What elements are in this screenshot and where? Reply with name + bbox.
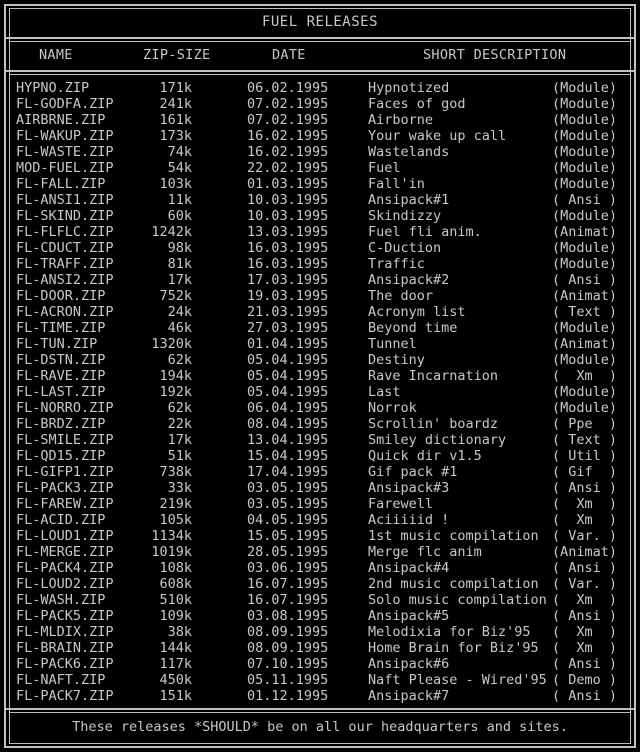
table-row [0, 240, 640, 256]
cell-date: 05.04.1995 [247, 368, 329, 384]
table-row [0, 448, 640, 464]
cell-type: ( Ansi ) [552, 688, 618, 704]
cell-name: FL-LOUD2.ZIP [16, 576, 114, 592]
cell-size: 117k [159, 656, 192, 672]
cell-date: 16.03.1995 [247, 240, 329, 256]
header-divider-inner [9, 74, 631, 75]
cell-date: 03.06.1995 [247, 560, 329, 576]
cell-size: 22k [167, 416, 192, 432]
cell-date: 13.04.1995 [247, 432, 329, 448]
cell-date: 07.02.1995 [247, 112, 329, 128]
table-row [0, 224, 640, 240]
cell-type: ( Gif ) [552, 464, 618, 480]
table-row [0, 656, 640, 672]
cell-type: (Module) [552, 320, 618, 336]
cell-name: FL-CDUCT.ZIP [16, 240, 114, 256]
header-description: SHORT DESCRIPTION [423, 47, 567, 63]
cell-date: 07.10.1995 [247, 656, 329, 672]
cell-type: ( Ppe ) [552, 416, 618, 432]
cell-date: 13.03.1995 [247, 224, 329, 240]
title-divider [5, 37, 635, 39]
cell-desc: Smiley dictionary [368, 432, 507, 448]
cell-size: 608k [159, 576, 192, 592]
cell-type: ( Util ) [552, 448, 618, 464]
cell-name: FL-PACK3.ZIP [16, 480, 114, 496]
cell-type: (Module) [552, 208, 618, 224]
cell-type: (Animat) [552, 336, 618, 352]
table-row [0, 80, 640, 96]
table-row [0, 400, 640, 416]
cell-desc: Fuel fli anim. [368, 224, 482, 240]
cell-name: FL-ANSI1.ZIP [16, 192, 114, 208]
table-row [0, 640, 640, 656]
table-row [0, 112, 640, 128]
table-row [0, 352, 640, 368]
cell-desc: Rave Incarnation [368, 368, 499, 384]
table-row [0, 336, 640, 352]
cell-date: 21.03.1995 [247, 304, 329, 320]
cell-desc: C-Duction [368, 240, 442, 256]
cell-date: 16.02.1995 [247, 128, 329, 144]
cell-date: 08.04.1995 [247, 416, 329, 432]
table-row [0, 96, 640, 112]
cell-type: (Module) [552, 80, 618, 96]
cell-size: 11k [167, 192, 192, 208]
cell-desc: Beyond time [368, 320, 458, 336]
cell-name: FL-FALL.ZIP [16, 176, 106, 192]
table-row [0, 576, 640, 592]
cell-size: 105k [159, 512, 192, 528]
table-row [0, 624, 640, 640]
table-row [0, 128, 640, 144]
cell-desc: Destiny [368, 352, 425, 368]
cell-date: 07.02.1995 [247, 96, 329, 112]
cell-size: 24k [167, 304, 192, 320]
table-row [0, 480, 640, 496]
cell-type: (Module) [552, 96, 618, 112]
cell-type: ( Ansi ) [552, 656, 618, 672]
cell-type: ( Demo ) [552, 672, 618, 688]
cell-type: (Module) [552, 352, 618, 368]
cell-name: FL-PACK7.ZIP [16, 688, 114, 704]
cell-date: 16.03.1995 [247, 256, 329, 272]
cell-desc: Wastelands [368, 144, 450, 160]
cell-type: (Module) [552, 384, 618, 400]
title-divider-inner [9, 41, 631, 42]
footer-divider [5, 708, 635, 710]
cell-desc: Aciiiiid ! [368, 512, 450, 528]
cell-name: AIRBRNE.ZIP [16, 112, 106, 128]
cell-name: FL-SMILE.ZIP [16, 432, 114, 448]
cell-type: (Module) [552, 400, 618, 416]
cell-size: 219k [159, 496, 192, 512]
table-row [0, 592, 640, 608]
cell-size: 103k [159, 176, 192, 192]
cell-size: 62k [167, 352, 192, 368]
cell-type: (Module) [552, 256, 618, 272]
cell-name: FL-DSTN.ZIP [16, 352, 106, 368]
cell-desc: Skindizzy [368, 208, 442, 224]
table-row [0, 288, 640, 304]
cell-type: (Module) [552, 176, 618, 192]
cell-name: FL-WASH.ZIP [16, 592, 106, 608]
cell-size: 1242k [151, 224, 192, 240]
cell-name: FL-WAKUP.ZIP [16, 128, 114, 144]
cell-desc: Melodixia for Biz'95 [368, 624, 531, 640]
cell-name: FL-WASTE.ZIP [16, 144, 114, 160]
cell-date: 05.04.1995 [247, 384, 329, 400]
cell-name: FL-ACRON.ZIP [16, 304, 114, 320]
cell-size: 151k [159, 688, 192, 704]
cell-name: FL-RAVE.ZIP [16, 368, 106, 384]
cell-date: 08.09.1995 [247, 640, 329, 656]
cell-name: FL-TUN.ZIP [16, 336, 98, 352]
table-row [0, 256, 640, 272]
cell-date: 05.11.1995 [247, 672, 329, 688]
cell-type: ( Xm ) [552, 592, 618, 608]
cell-desc: Acronym list [368, 304, 466, 320]
cell-size: 192k [159, 384, 192, 400]
cell-date: 05.04.1995 [247, 352, 329, 368]
cell-desc: Quick dir v1.5 [368, 448, 482, 464]
header-divider [5, 70, 635, 72]
cell-desc: Merge flc anim [368, 544, 482, 560]
cell-size: 17k [167, 432, 192, 448]
cell-size: 109k [159, 608, 192, 624]
cell-name: FL-NORRO.ZIP [16, 400, 114, 416]
cell-date: 16.07.1995 [247, 592, 329, 608]
table-row [0, 512, 640, 528]
cell-name: FL-DOOR.ZIP [16, 288, 106, 304]
cell-desc: Farewell [368, 496, 434, 512]
cell-size: 81k [167, 256, 192, 272]
cell-desc: Airborne [368, 112, 434, 128]
cell-name: MOD-FUEL.ZIP [16, 160, 114, 176]
cell-type: ( Xm ) [552, 640, 618, 656]
cell-desc: Ansipack#3 [368, 480, 450, 496]
cell-desc: 2nd music compilation [368, 576, 539, 592]
cell-date: 03.05.1995 [247, 496, 329, 512]
cell-type: ( Ansi ) [552, 480, 618, 496]
cell-desc: Hypnotized [368, 80, 450, 96]
cell-desc: Tunnel [368, 336, 417, 352]
cell-desc: Home Brain for Biz'95 [368, 640, 539, 656]
frame-top-inner [9, 8, 631, 9]
cell-name: FL-SKIND.ZIP [16, 208, 114, 224]
cell-date: 16.02.1995 [247, 144, 329, 160]
cell-size: 171k [159, 80, 192, 96]
cell-size: 738k [159, 464, 192, 480]
cell-size: 46k [167, 320, 192, 336]
cell-name: FL-ANSI2.ZIP [16, 272, 114, 288]
cell-desc: Ansipack#4 [368, 560, 450, 576]
table-row [0, 464, 640, 480]
cell-desc: Ansipack#2 [368, 272, 450, 288]
cell-type: ( Ansi ) [552, 272, 618, 288]
cell-desc: Ansipack#1 [368, 192, 450, 208]
cell-size: 450k [159, 672, 192, 688]
cell-date: 01.03.1995 [247, 176, 329, 192]
table-row [0, 432, 640, 448]
cell-date: 27.03.1995 [247, 320, 329, 336]
cell-desc: Last [368, 384, 401, 400]
table-row [0, 528, 640, 544]
cell-size: 108k [159, 560, 192, 576]
header-date: DATE [272, 47, 306, 63]
table-row [0, 416, 640, 432]
cell-date: 10.03.1995 [247, 208, 329, 224]
cell-desc: The door [368, 288, 434, 304]
cell-type: ( Text ) [552, 432, 618, 448]
cell-date: 22.02.1995 [247, 160, 329, 176]
cell-size: 17k [167, 272, 192, 288]
cell-name: FL-MERGE.ZIP [16, 544, 114, 560]
table-row [0, 544, 640, 560]
cell-type: ( Xm ) [552, 368, 618, 384]
cell-desc: Ansipack#6 [368, 656, 450, 672]
table-row [0, 144, 640, 160]
table-row [0, 304, 640, 320]
cell-name: FL-TIME.ZIP [16, 320, 106, 336]
cell-size: 1320k [151, 336, 192, 352]
cell-date: 01.12.1995 [247, 688, 329, 704]
cell-desc: Naft Please - Wired'95 [368, 672, 547, 688]
cell-date: 01.04.1995 [247, 336, 329, 352]
cell-desc: Gif pack #1 [368, 464, 458, 480]
cell-size: 510k [159, 592, 192, 608]
cell-date: 03.05.1995 [247, 480, 329, 496]
cell-name: FL-BRDZ.ZIP [16, 416, 106, 432]
table-row [0, 496, 640, 512]
cell-type: ( Ansi ) [552, 608, 618, 624]
cell-date: 17.03.1995 [247, 272, 329, 288]
cell-name: FL-MLDIX.ZIP [16, 624, 114, 640]
cell-size: 194k [159, 368, 192, 384]
cell-size: 38k [167, 624, 192, 640]
cell-type: ( Var. ) [552, 576, 618, 592]
cell-name: FL-NAFT.ZIP [16, 672, 106, 688]
cell-type: (Module) [552, 112, 618, 128]
cell-type: ( Text ) [552, 304, 618, 320]
cell-date: 16.07.1995 [247, 576, 329, 592]
cell-type: ( Var. ) [552, 528, 618, 544]
cell-name: HYPNO.ZIP [16, 80, 90, 96]
cell-name: FL-PACK4.ZIP [16, 560, 114, 576]
cell-date: 08.09.1995 [247, 624, 329, 640]
cell-size: 74k [167, 144, 192, 160]
cell-name: FL-PACK5.ZIP [16, 608, 114, 624]
cell-desc: 1st music compilation [368, 528, 539, 544]
cell-size: 62k [167, 400, 192, 416]
footer-divider-inner [9, 712, 631, 713]
cell-date: 19.03.1995 [247, 288, 329, 304]
cell-size: 161k [159, 112, 192, 128]
cell-size: 1134k [151, 528, 192, 544]
cell-desc: Fuel [368, 160, 401, 176]
cell-name: FL-QD15.ZIP [16, 448, 106, 464]
page-title: FUEL RELEASES [261, 14, 379, 30]
frame-bottom-outer [4, 746, 636, 748]
cell-name: FL-LOUD1.ZIP [16, 528, 114, 544]
table-row [0, 272, 640, 288]
cell-type: ( Xm ) [552, 512, 618, 528]
table-row [0, 368, 640, 384]
cell-type: (Module) [552, 160, 618, 176]
cell-name: FL-GIFP1.ZIP [16, 464, 114, 480]
cell-size: 33k [167, 480, 192, 496]
cell-name: FL-GODFA.ZIP [16, 96, 114, 112]
cell-desc: Faces of god [368, 96, 466, 112]
cell-size: 173k [159, 128, 192, 144]
cell-name: FL-TRAFF.ZIP [16, 256, 114, 272]
cell-type: (Animat) [552, 224, 618, 240]
cell-date: 15.04.1995 [247, 448, 329, 464]
table-row [0, 160, 640, 176]
cell-size: 51k [167, 448, 192, 464]
cell-size: 54k [167, 160, 192, 176]
cell-type: ( Ansi ) [552, 192, 618, 208]
cell-name: FL-ACID.ZIP [16, 512, 106, 528]
table-row [0, 688, 640, 704]
cell-type: ( Xm ) [552, 496, 618, 512]
table-row [0, 192, 640, 208]
cell-type: (Animat) [552, 544, 618, 560]
table-row [0, 208, 640, 224]
cell-type: (Module) [552, 128, 618, 144]
cell-desc: Solo music compilation [368, 592, 547, 608]
cell-size: 144k [159, 640, 192, 656]
cell-size: 60k [167, 208, 192, 224]
cell-name: FL-FAREW.ZIP [16, 496, 114, 512]
cell-size: 752k [159, 288, 192, 304]
cell-type: (Module) [552, 144, 618, 160]
cell-date: 04.05.1995 [247, 512, 329, 528]
cell-name: FL-FLFLC.ZIP [16, 224, 114, 240]
footer-note: These releases *SHOULD* be on all our headquarters and sites. [72, 719, 568, 735]
cell-desc: Your wake up call [368, 128, 507, 144]
cell-date: 28.05.1995 [247, 544, 329, 560]
cell-date: 15.05.1995 [247, 528, 329, 544]
table-row [0, 608, 640, 624]
table-row [0, 672, 640, 688]
cell-desc: Traffic [368, 256, 425, 272]
table-row [0, 384, 640, 400]
table-row [0, 320, 640, 336]
cell-desc: Scrollin' boardz [368, 416, 499, 432]
cell-size: 98k [167, 240, 192, 256]
cell-name: FL-LAST.ZIP [16, 384, 106, 400]
table-row [0, 560, 640, 576]
frame-top-outer [5, 4, 635, 6]
cell-name: FL-BRAIN.ZIP [16, 640, 114, 656]
cell-desc: Ansipack#7 [368, 688, 450, 704]
cell-type: (Module) [552, 240, 618, 256]
cell-type: ( Ansi ) [552, 560, 618, 576]
cell-desc: Ansipack#5 [368, 608, 450, 624]
cell-date: 06.04.1995 [247, 400, 329, 416]
header-zip-size: ZIP-SIZE [143, 47, 211, 63]
cell-size: 1019k [151, 544, 192, 560]
cell-date: 10.03.1995 [247, 192, 329, 208]
cell-type: (Animat) [552, 288, 618, 304]
cell-date: 06.02.1995 [247, 80, 329, 96]
frame-bottom-inner [9, 743, 631, 744]
cell-date: 03.08.1995 [247, 608, 329, 624]
cell-desc: Fall'in [368, 176, 425, 192]
header-name: NAME [39, 47, 73, 63]
cell-type: ( Xm ) [552, 624, 618, 640]
cell-desc: Norrok [368, 400, 417, 416]
table-row [0, 176, 640, 192]
cell-date: 17.04.1995 [247, 464, 329, 480]
cell-size: 241k [159, 96, 192, 112]
cell-name: FL-PACK6.ZIP [16, 656, 114, 672]
